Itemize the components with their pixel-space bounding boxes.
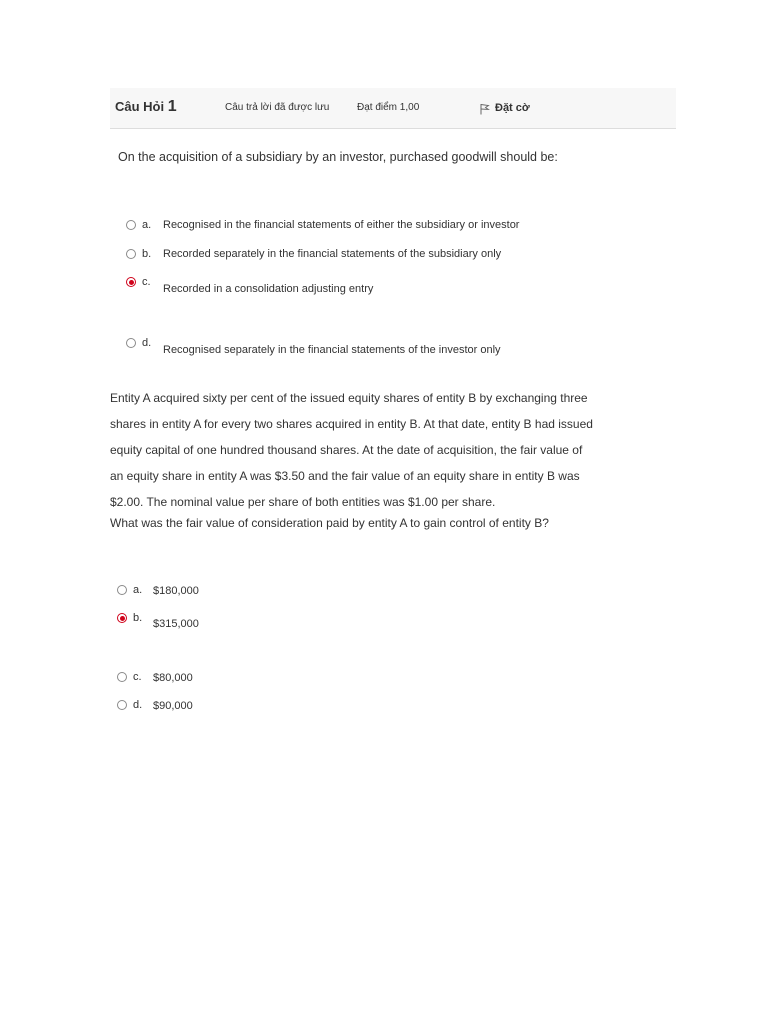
paragraph-line: $2.00. The nominal value per share of both entities was $1.00 per share. — [110, 495, 496, 509]
radio-button[interactable] — [126, 220, 136, 230]
option-letter: a. — [142, 219, 152, 231]
grade-info: Đạt điểm 1,00 — [357, 102, 420, 113]
radio-button-selected[interactable] — [117, 613, 127, 623]
flag-question-button[interactable] — [480, 100, 530, 115]
question-label-text: Câu Hỏi — [115, 99, 165, 114]
question-number: 1 — [167, 98, 177, 115]
option-letter: c. — [133, 671, 142, 683]
radio-button[interactable] — [126, 249, 136, 259]
option-text: $80,000 — [153, 672, 193, 684]
option-letter: b. — [133, 612, 143, 624]
question-2-paragraph — [110, 385, 650, 515]
option-text: $90,000 — [153, 700, 193, 712]
radio-button[interactable] — [126, 338, 136, 348]
option-text: Recorded separately in the financial statements of the subsidiary only — [163, 248, 502, 260]
option-text: Recognised separately in the financial statements of the investor only — [163, 344, 501, 356]
option-letter: d. — [142, 337, 152, 349]
paragraph-line: equity capital of one hundred thousand shares. At the date of acquisition, the fair value of — [110, 443, 583, 457]
paragraph-line: shares in entity A for every two shares acquired in entity B. At that date, entity B had issued — [110, 417, 593, 431]
option-letter: a. — [133, 584, 143, 596]
radio-button[interactable] — [117, 585, 127, 595]
option-letter: b. — [142, 248, 152, 260]
radio-button[interactable] — [117, 672, 127, 682]
question-label — [115, 98, 177, 116]
radio-button-selected[interactable] — [126, 277, 136, 287]
option-text: $180,000 — [153, 585, 199, 597]
flag-icon — [480, 100, 490, 115]
flag-label: Đặt cờ — [495, 101, 530, 114]
option-letter: d. — [133, 699, 143, 711]
question-info-bar — [110, 88, 676, 129]
answer-state: Câu trả lời đã được lưu — [225, 102, 330, 113]
question-1-text: On the acquisition of a subsidiary by an investor, purchased goodwill should be: — [118, 150, 558, 164]
option-text: Recorded in a consolidation adjusting entry — [163, 283, 374, 295]
question-2-text: What was the fair value of consideration paid by entity A to gain control of entity B? — [110, 516, 549, 530]
option-letter: c. — [142, 276, 151, 288]
option-text: Recognised in the financial statements of either the subsidiary or investor — [163, 219, 520, 231]
radio-button[interactable] — [117, 700, 127, 710]
paragraph-line: an equity share in entity A was $3.50 and the fair value of an equity share in entity B was — [110, 469, 580, 483]
paragraph-line: Entity A acquired sixty per cent of the issued equity shares of entity B by exchanging three — [110, 391, 588, 405]
option-text: $315,000 — [153, 618, 199, 630]
